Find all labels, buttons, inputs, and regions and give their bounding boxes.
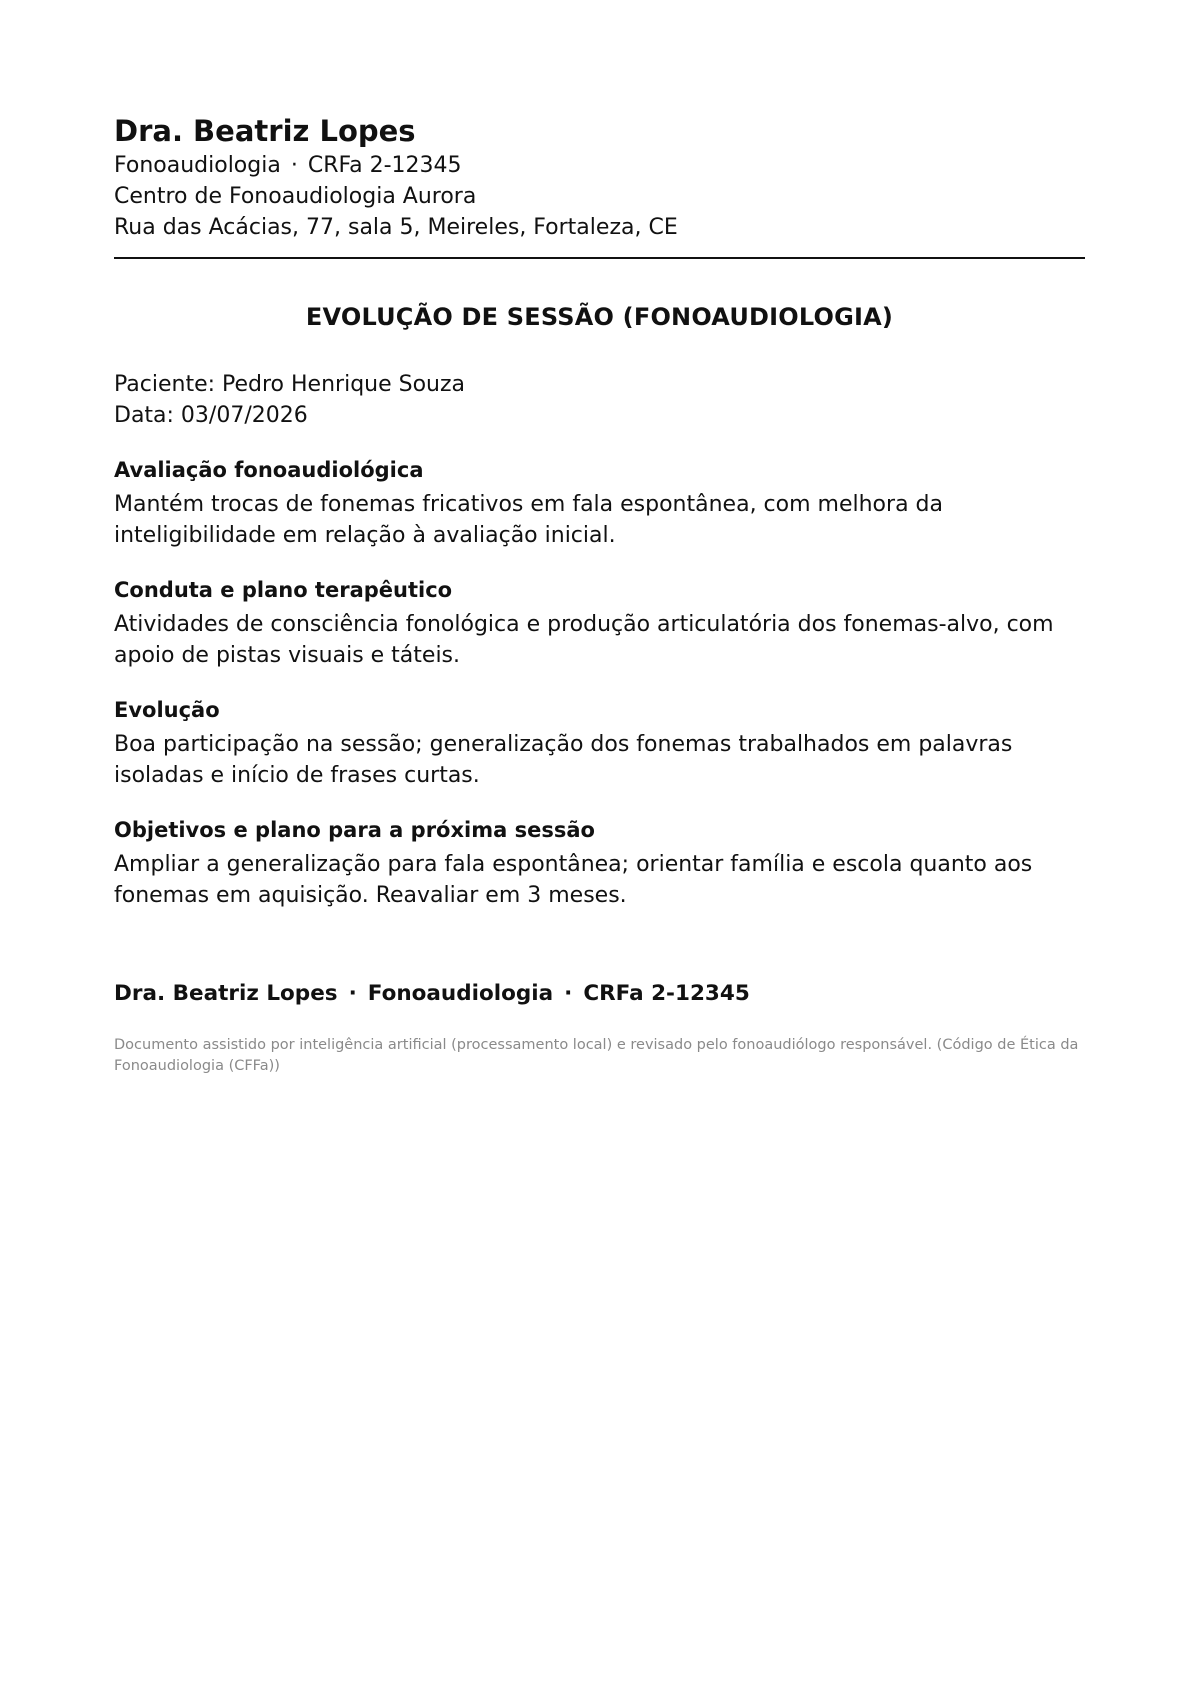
section-heading: Conduta e plano terapêutico xyxy=(114,578,453,602)
section-body: Atividades de consciência fonológica e produção articulatória dos fonemas-alvo, com apoio de pistas visuais e táteis. xyxy=(114,612,1054,668)
signature-line xyxy=(114,979,1085,1009)
section-assessment xyxy=(114,455,1085,551)
section-evolution xyxy=(114,695,1085,791)
signature-name: Dra. Beatriz Lopes xyxy=(114,981,338,1006)
section-body: Mantém trocas de fonemas fricativos em fala espontânea, com melhora da inteligibilidade em relação à avaliação inicial. xyxy=(114,492,943,548)
document-title: EVOLUÇÃO DE SESSÃO (FONOAUDIOLOGIA) xyxy=(305,303,894,331)
clinic-name: Centro de Fonoaudiologia Aurora xyxy=(114,184,477,209)
section-body: Ampliar a generalização para fala espontânea; orientar família e escola quanto aos fonemas em aquisição. Reavaliar em 3 meses. xyxy=(114,852,1033,908)
patient-info xyxy=(114,369,1085,431)
signature-specialty: Fonoaudiologia xyxy=(367,981,554,1006)
patient-line: Paciente: Pedro Henrique Souza xyxy=(114,372,466,397)
registration-number: CRFa 2-12345 xyxy=(307,153,462,178)
signature-registration: CRFa 2-12345 xyxy=(583,981,750,1006)
letterhead xyxy=(114,112,1085,259)
section-next-session-goals xyxy=(114,815,1085,911)
specialty: Fonoaudiologia xyxy=(114,153,281,178)
ai-disclaimer: Documento assistido por inteligência artificial (processamento local) e revisado pelo fonoaudiólogo responsável. (Código de Ética da Fonoaudiologia (CFFa)) xyxy=(114,1037,1079,1074)
signature-separator: · xyxy=(564,981,573,1006)
section-heading: Objetivos e plano para a próxima sessão xyxy=(114,818,595,842)
section-body: Boa participação na sessão; generalização dos fonemas trabalhados em palavras isoladas e início de frases curtas. xyxy=(114,732,1013,788)
separator: · xyxy=(290,153,298,178)
specialty-registration-line xyxy=(114,150,1085,181)
header-divider xyxy=(114,257,1085,259)
section-therapeutic-plan xyxy=(114,575,1085,671)
signature-separator: · xyxy=(348,981,357,1006)
date-line: Data: 03/07/2026 xyxy=(114,403,308,428)
clinician-name: Dra. Beatriz Lopes xyxy=(114,114,416,148)
section-heading: Avaliação fonoaudiológica xyxy=(114,458,424,482)
clinic-address: Rua das Acácias, 77, sala 5, Meireles, Fortaleza, CE xyxy=(114,215,678,240)
section-heading: Evolução xyxy=(114,698,220,722)
